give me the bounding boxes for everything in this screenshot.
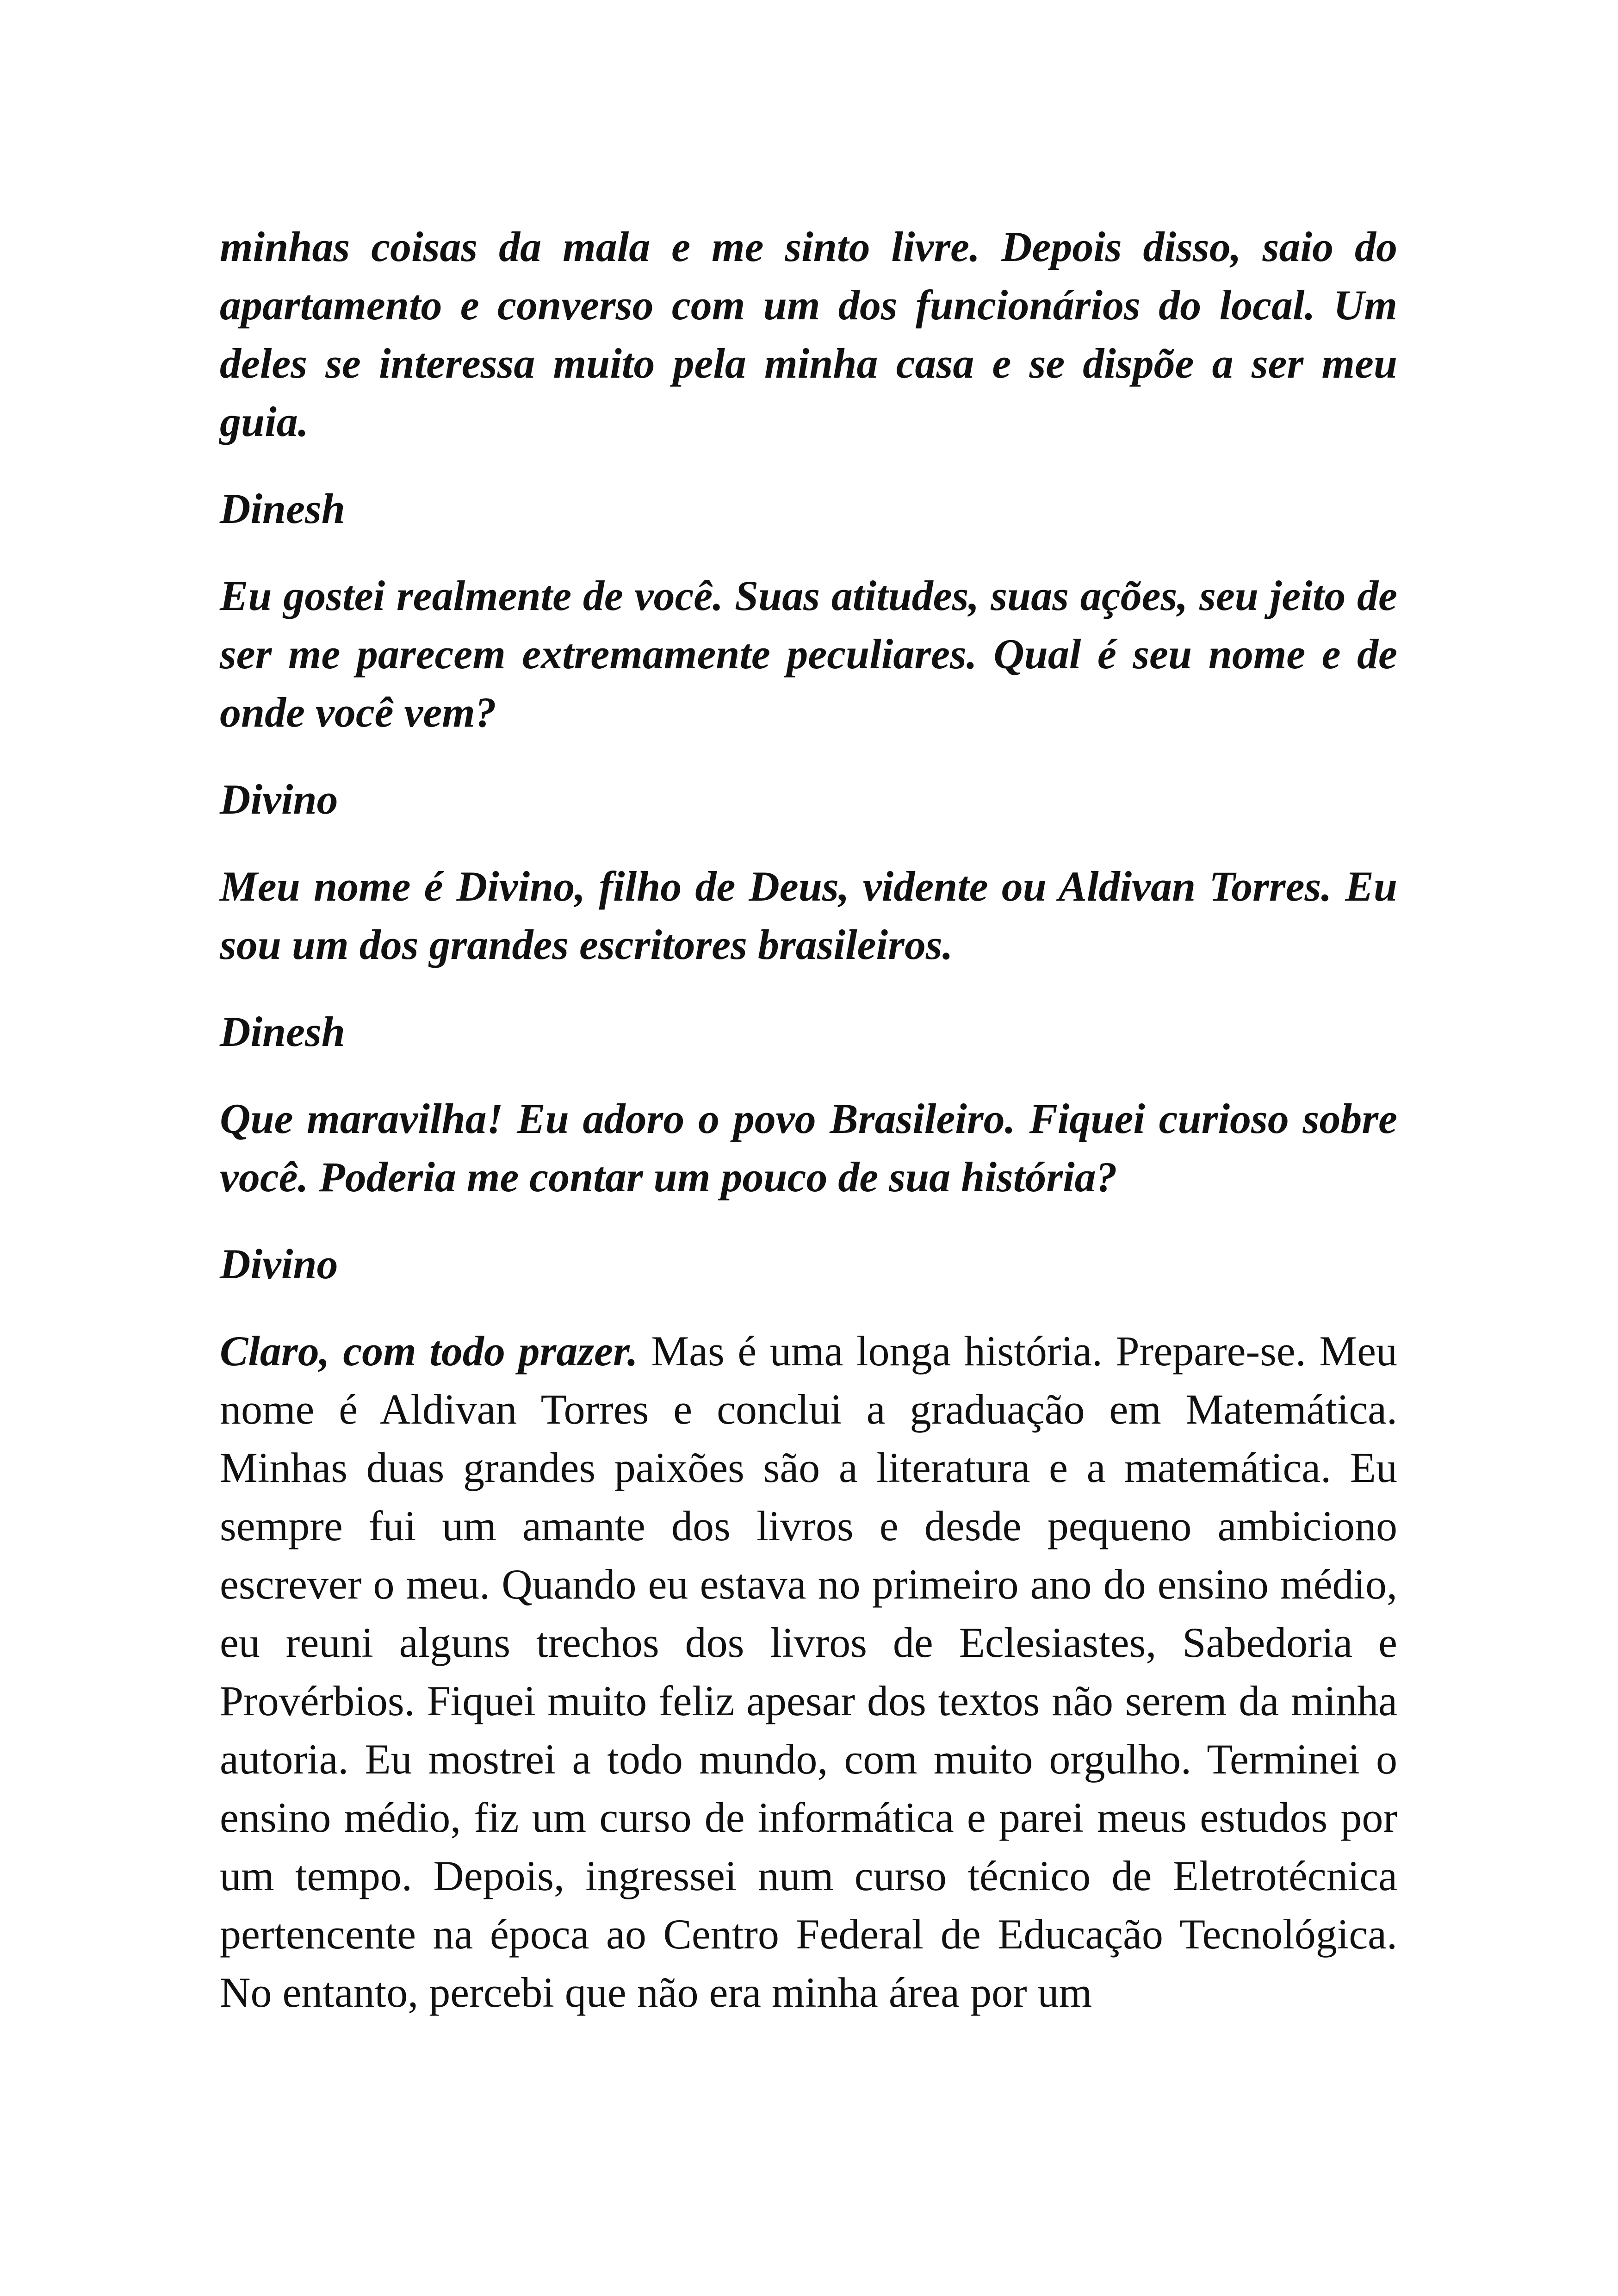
speaker-name: Divino <box>220 1240 338 1288</box>
dialogue-paragraph <box>220 1322 1397 2022</box>
dialogue-body: Mas é uma longa história. Prepare-se. Meu nome é Aldivan Torres e conclui a graduação em Matemática. Minhas duas grandes paixões são a literatura e a matemática. Eu sempre fui um amante dos livros e desde pequeno ambiciono escrever o meu. Quando eu estava no primeiro ano do ensino médio, eu reuni alguns trechos dos livros de Eclesiastes, Sabedoria e Provérbios. Fiquei muito feliz apesar dos textos não serem da minha autoria. Eu mostrei a todo mundo, com muito orgulho. Terminei o ensino médio, fiz um curso de informática e parei meus estudos por um tempo. Depois, ingressei num curso técnico de Eletrotécnica pertencente na época ao Centro Federal de Educação Tecnológica. No entanto, percebi que não era minha área por um <box>220 1327 1397 2016</box>
narration-paragraph: minhas coisas da mala e me sinto livre. Depois disso, saio do apartamento e converso com um dos funcionários do local. Um deles se interessa muito pela minha casa e se dispõe a ser meu guia. <box>220 223 1397 445</box>
speaker-name: Dinesh <box>220 1008 345 1055</box>
dialogue-paragraph: Meu nome é Divino, filho de Deus, vidente ou Aldivan Torres. Eu sou um dos grandes escritores brasileiros. <box>220 863 1397 968</box>
speaker-name: Divino <box>220 776 338 823</box>
dialogue-emphasis: Claro, com todo prazer. <box>220 1327 638 1375</box>
dialogue-paragraph: Eu gostei realmente de você. Suas atitudes, suas ações, seu jeito de ser me parecem extremamente peculiares. Qual é seu nome e de onde você vem? <box>220 572 1397 736</box>
speaker-name: Dinesh <box>220 485 345 532</box>
dialogue-paragraph: Que maravilha! Eu adoro o povo Brasileiro. Fiquei curioso sobre você. Poderia me contar um pouco de sua história? <box>220 1095 1397 1201</box>
document-page <box>220 218 1397 2050</box>
